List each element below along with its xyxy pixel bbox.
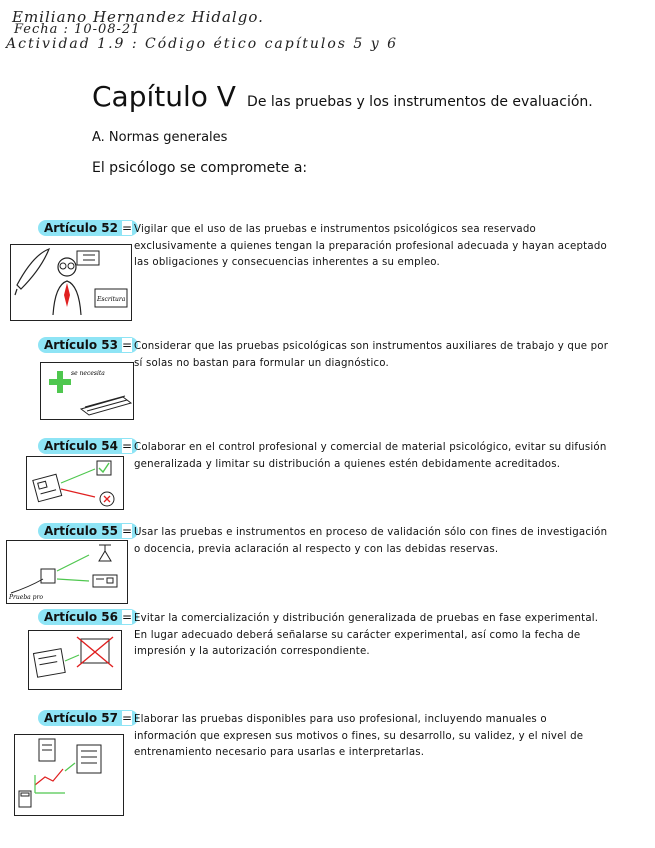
article-label-55: [38, 523, 138, 539]
sketch-article-53: [40, 362, 134, 420]
sketch-article-56: [28, 630, 122, 690]
date-line: Fecha : 10-08-21: [14, 22, 141, 37]
equals-sign: =: [121, 524, 133, 538]
equals-sign: =: [121, 439, 133, 453]
chapter-title: De las pruebas y los instrumentos de evaluación.: [247, 94, 593, 110]
article-label-52: [38, 220, 138, 236]
quill-icon: [17, 249, 49, 289]
sketch-text-53: se necesita: [71, 370, 105, 377]
sketch-article-54: [26, 456, 124, 510]
equals-sign: =: [121, 711, 133, 725]
growth-chart-icon: [35, 769, 63, 785]
article-label-56: [38, 609, 138, 625]
article-text-56: Evitar la comercialización y distribución generalizada de pruebas en fase experimental. En lugar adecuado deberá señalarse su carácter experimental, así como la fecha de impresión y la autorización correspondiente.: [134, 613, 599, 657]
article-label-text: Artículo 55: [44, 524, 118, 538]
id-card-icon: [77, 251, 99, 265]
activity-line: Actividad 1.9 : Código ético capítulos 5 y 6: [6, 36, 399, 52]
article-text-53: Considerar que las pruebas psicológicas son instrumentos auxiliares de trabajo y que por sí solas no bastan para formular un diagnóstico.: [134, 341, 609, 369]
test-box-icon: [41, 569, 55, 583]
sketch-article-52: [10, 244, 132, 321]
equals-sign: =: [121, 610, 133, 624]
intro-line: El psicólogo se compromete a:: [92, 160, 308, 176]
article-label-text: Artículo 53: [44, 338, 118, 352]
article-text-54: Colaborar en el control profesional y comercial de material psicológico, evitar su difusión generalizada y limitar su distribución a quienes estén debidamente acreditados.: [134, 442, 607, 470]
tie-icon: [64, 283, 70, 307]
article-label-text: Artículo 57: [44, 711, 118, 725]
section-heading: A. Normas generales: [92, 130, 228, 145]
article-label-54: [38, 438, 138, 454]
report-icon: [77, 745, 101, 773]
medical-cross-icon: [49, 371, 71, 393]
sketch-text-55: Prueba pro: [9, 594, 43, 601]
material-package-icon: [33, 474, 62, 501]
article-label-text: Artículo 52: [44, 221, 118, 235]
article-label-57: [38, 710, 138, 726]
sketch-article-55: [6, 540, 128, 604]
chapter-number: Capítulo V: [92, 80, 236, 113]
article-label-text: Artículo 54: [44, 439, 118, 453]
article-text-57: Elaborar las pruebas disponibles para uso profesional, incluyendo manuales o información que expresen sus motivos o fines, su desarrollo, su validez, y el nivel de entrenamiento necesario para usarlas e interpretarlas.: [134, 714, 584, 758]
chapter-heading: [92, 80, 593, 113]
equals-sign: =: [121, 221, 133, 235]
article-label-53: [38, 337, 138, 353]
article-text-52: Vigilar que el uso de las pruebas e instrumentos psicológicos sea reservado exclusivamente a quienes tengan la preparación profesional adecuada y hayan aceptado las obligaciones y consecuencias inherentes a su empleo.: [134, 224, 607, 268]
equals-sign: =: [121, 338, 133, 352]
author-name: Emiliano Hernandez Hidalgo.: [12, 8, 264, 26]
sketch-text-52: Escritura: [97, 296, 126, 303]
lab-flask-icon: [99, 545, 111, 561]
sketch-article-57: [14, 734, 124, 816]
article-text-55: Usar las pruebas e instrumentos en proceso de validación sólo con fines de investigación o docencia, previa aclaración al respecto y con las debidas reservas.: [134, 527, 608, 555]
article-label-text: Artículo 56: [44, 610, 118, 624]
